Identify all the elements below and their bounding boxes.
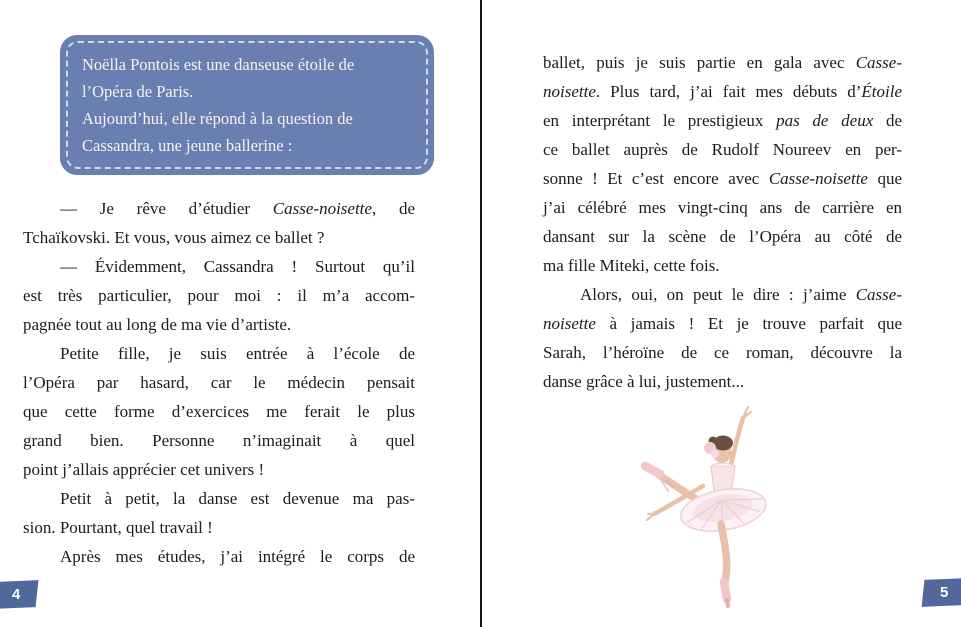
text-line: que cette forme d’exercices me ferait le plus — [23, 402, 415, 421]
right-page-text — [543, 48, 902, 396]
text-line: en interprétant le prestigieux pas de deux de — [543, 111, 903, 130]
intro-box-dashed-border — [66, 41, 428, 169]
text-line: Sarah, l’héroïne de ce roman, découvre la — [543, 343, 902, 362]
text-line: pagnée tout au long de ma vie d’artiste. — [23, 315, 292, 334]
text-line: Après mes études, j’ai intégré le corps de — [60, 547, 415, 566]
text-line: danse grâce à lui, justement... — [543, 372, 745, 391]
left-page-text — [23, 194, 415, 571]
text-line: grand bien. Personne n’imaginait à quel — [23, 431, 415, 450]
text-line: sonne ! Et c’est encore avec Casse-noisette que — [543, 169, 902, 188]
text-line: sion. Pourtant, quel travail ! — [23, 518, 213, 537]
text-line: noisette. Plus tard, j’ai fait mes débuts d’Étoile — [543, 82, 902, 101]
text-line: point j’allais apprécier cet univers ! — [23, 460, 265, 479]
text-line: l’Opéra par hasard, car le médecin pensait — [23, 373, 415, 392]
intro-text — [82, 51, 412, 159]
text-line: Cassandra, une jeune ballerine : — [82, 136, 293, 155]
text-line: Aujourd’hui, elle répond à la question de — [82, 109, 353, 128]
text-line: Alors, oui, on peut le dire : j’aime Casse- — [580, 285, 902, 304]
text-line: est très particulier, pour moi : il m’a accom- — [23, 286, 415, 305]
text-line: Petit à petit, la danse est devenue ma pas- — [60, 489, 415, 508]
ballerina-illustration — [635, 396, 805, 616]
text-line: ce ballet auprès de Rudolf Noureev en per- — [543, 140, 902, 159]
page-divider — [480, 0, 482, 627]
page-number: 4 — [11, 586, 21, 603]
text-line: dansant sur la scène de l’Opéra au côté de — [543, 227, 902, 246]
text-line: — Je rêve d’étudier Casse-noisette, de — [60, 199, 416, 218]
text-line: noisette à jamais ! Et je trouve parfait que — [543, 314, 902, 333]
text-line: j’ai célébré mes vingt-cinq ans de carrière en — [543, 198, 902, 217]
text-line: ballet, puis je suis partie en gala avec Casse- — [543, 53, 902, 72]
text-line: l’Opéra de Paris. — [82, 82, 194, 101]
page-number: 5 — [939, 584, 949, 601]
text-line: Noëlla Pontois est une danseuse étoile de — [82, 55, 355, 74]
text-line: Tchaïkovski. Et vous, vous aimez ce ballet ? — [23, 228, 325, 247]
text-line: Petite fille, je suis entrée à l’école de — [60, 344, 415, 363]
page-number-badge-right — [922, 578, 961, 607]
intro-box — [60, 35, 434, 175]
text-line: — Évidemment, Cassandra ! Surtout qu’il — [60, 257, 415, 276]
page-number-badge-left — [0, 580, 38, 609]
text-line: ma fille Miteki, cette fois. — [543, 256, 720, 275]
